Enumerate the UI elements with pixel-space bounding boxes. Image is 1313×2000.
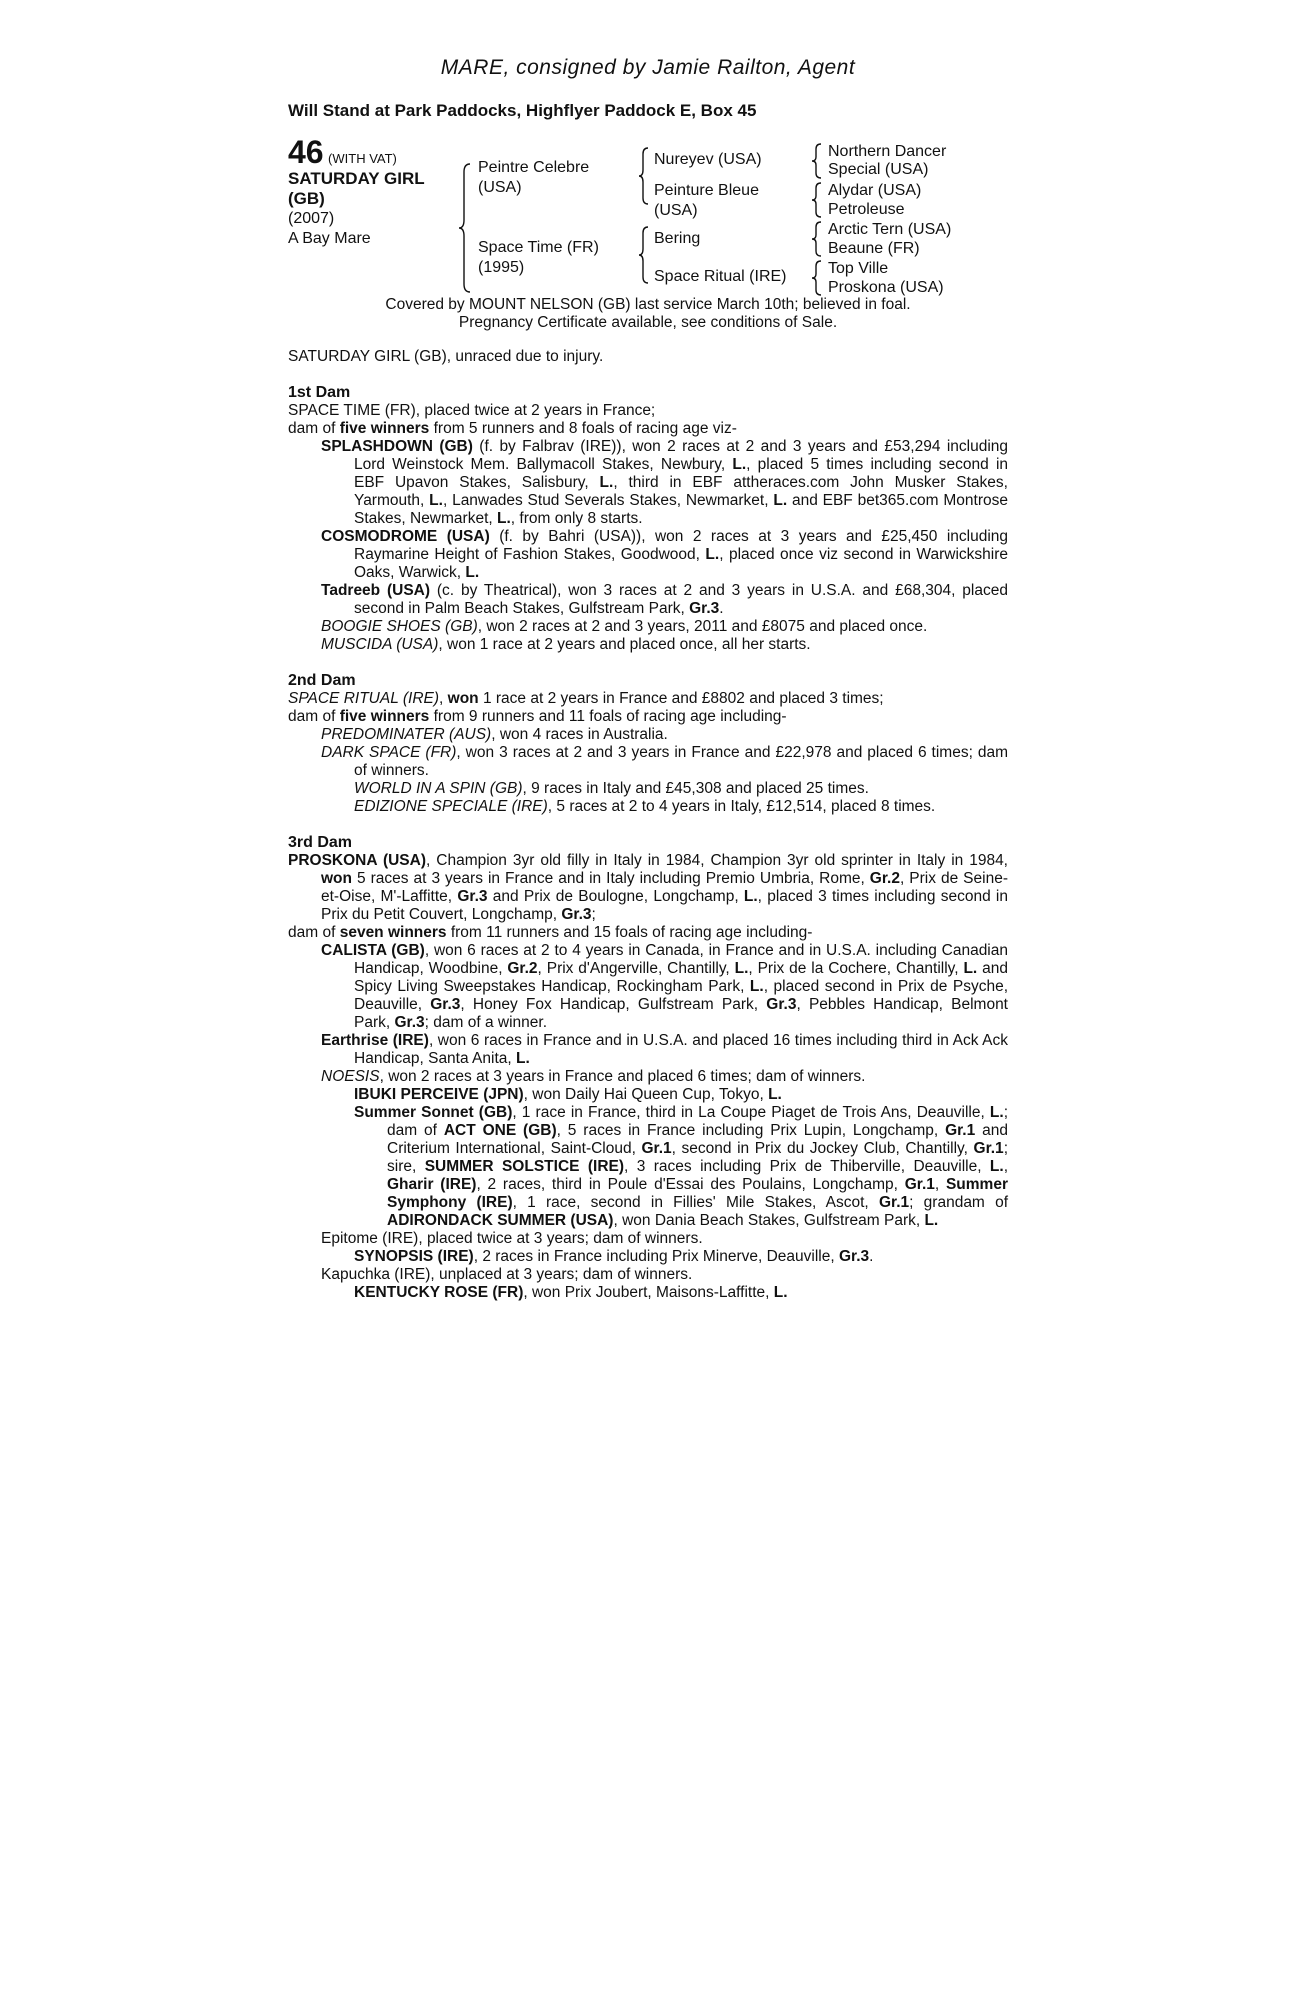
catalogue-body [288, 348, 1008, 1302]
gg-6: Beaune (FR) [828, 240, 920, 257]
pedigree-entry: dam of seven winners from 11 runners and 15 foals of racing age including- [288, 924, 813, 941]
dam-dam: Space Ritual (IRE) [654, 268, 787, 285]
gg-2: Special (USA) [828, 161, 929, 178]
horse-name: SATURDAY GIRL [288, 169, 425, 188]
section-heading: 2nd Dam [288, 672, 356, 689]
pedigree-entry: SPACE RITUAL (IRE), won 1 race at 2 years in France and £8802 and placed 3 times; [288, 690, 884, 707]
sire-dam [654, 181, 759, 221]
sire-country: (USA) [478, 179, 522, 196]
pedigree-entry: Summer Sonnet (GB), 1 race in France, third in La Coupe Piaget de Trois Ans, Deauville, L.; dam of ACT ONE (GB), 5 races in France including Prix Lupin, Longchamp, Gr.1 and Criterium International, Saint-Cloud, Gr.1, second in Prix du Jockey Club, Chantilly, Gr.1; sire, SUMMER SOLSTICE (IRE), 3 races including Prix de Thiberville, Deauville, L., Gharir (IRE), 2 races, third in Poule d'Essai des Poulains, Longchamp, Gr.1, Summer Symphony (IRE), 1 race, second in Fillies' Mile Stakes, Ascot, Gr.1; grandam of ADIRONDACK SUMMER (USA), won Dania Beach Stakes, Gulfstream Park, L. [354, 1104, 1009, 1229]
pedigree-table [288, 134, 1008, 297]
pedigree-entry: SYNOPSIS (IRE), 2 races in France including Prix Minerve, Deauville, Gr.3. [354, 1248, 874, 1265]
section-heading: 3rd Dam [288, 834, 353, 851]
pedigree-entry: dam of five winners from 9 runners and 11 foals of racing age including- [288, 708, 787, 725]
sire-sire: Nureyev (USA) [654, 151, 762, 168]
sire [478, 158, 589, 198]
pedigree-entry: KENTUCKY ROSE (FR), won Prix Joubert, Maisons-Laffitte, L. [354, 1284, 788, 1301]
section-gap [288, 654, 1008, 672]
dam-name: Space Time (FR) [478, 239, 599, 256]
pedigree-entry: SPLASHDOWN (GB) (f. by Falbrav (IRE)), won 2 races at 2 and 3 years and £53,294 including Lord Weinstock Mem. Ballymacoll Stakes, Newbury, L., placed 5 times including second in EBF Upavon Stakes, Salisbury, L., third in EBF attheraces.com John Musker Stakes, Yarmouth, L., Lanwades Stud Severals Stakes, Newmarket, L. and EBF bet365.com Montrose Stakes, Newmarket, L., from only 8 starts. [321, 438, 1009, 527]
stand-location: Will Stand at Park Paddocks, Highflyer Paddock E, Box 45 [288, 101, 757, 120]
pedigree-entry: DARK SPACE (FR), won 3 races at 2 and 3 years in France and £22,978 and placed 6 times; dam of winners. [321, 744, 1009, 779]
gg-8: Proskona (USA) [828, 279, 944, 296]
pedigree-entry: NOESIS, won 2 races at 3 years in France and placed 6 times; dam of winners. [321, 1068, 866, 1085]
pedigree-entry: BOOGIE SHOES (GB), won 2 races at 2 and 3 years, 2011 and £8075 and placed once. [321, 618, 928, 635]
pedigree-entry: PROSKONA (USA), Champion 3yr old filly in Italy in 1984, Champion 3yr old sprinter in Italy in 1984, won 5 races at 3 years in France and in Italy including Premio Umbria, Rome, Gr.2, Prix de Seine-et-Oise, M'-Laffitte, Gr.3 and Prix de Boulogne, Longchamp, L., placed 3 times including second in Prix du Petit Couvert, Longchamp, Gr.3; [288, 852, 1008, 923]
pedigree-entry: WORLD IN A SPIN (GB), 9 races in Italy and £45,308 and placed 25 times. [354, 780, 869, 797]
dam-sire: Bering [654, 230, 701, 247]
pedigree-entry: CALISTA (GB), won 6 races at 2 to 4 years in Canada, in France and in U.S.A. including Canadian Handicap, Woodbine, Gr.2, Prix d'Angerville, Chantilly, L., Prix de la Cochere, Chantilly, L. and Spicy Living Sweepstakes Handicap, Rockingham Park, L., placed second in Prix de Psyche, Deauville, Gr.3, Honey Fox Handicap, Gulfstream Park, Gr.3, Pebbles Handicap, Belmont Park, Gr.3; dam of a winner. [321, 942, 1008, 1031]
covered-note [288, 296, 1008, 332]
pedigree-entry: EDIZIONE SPECIALE (IRE), 5 races at 2 to 4 years in Italy, £12,514, placed 8 times. [354, 798, 936, 815]
pedigree-brace [458, 162, 472, 294]
sire-dam-country: (USA) [654, 202, 698, 219]
horse-description: A Bay Mare [288, 230, 371, 247]
lot-number: 46 [288, 134, 324, 170]
horse-country: (GB) [288, 189, 325, 208]
certificate-line: Pregnancy Certificate available, see conditions of Sale. [458, 314, 838, 331]
pedigree-entry: Kapuchka (IRE), unplaced at 3 years; dam of winners. [321, 1266, 693, 1283]
gg-4: Petroleuse [828, 201, 905, 218]
gg-3: Alydar (USA) [828, 182, 922, 199]
dam-year: (1995) [478, 259, 525, 276]
lot-vat: (WITH VAT) [328, 151, 397, 166]
gg-1: Northern Dancer [828, 143, 947, 160]
gg-7: Top Ville [828, 260, 889, 277]
pedigree-entry: Earthrise (IRE), won 6 races in France and in U.S.A. and placed 16 times including third in Ack Ack Handicap, Santa Anita, L. [321, 1032, 1009, 1067]
lot-block [288, 134, 463, 249]
gg-5: Arctic Tern (USA) [828, 221, 952, 238]
dam-brace [638, 225, 650, 285]
gg-brace-2 [811, 181, 823, 219]
pedigree-entry: IBUKI PERCEIVE (JPN), won Daily Hai Queen Cup, Tokyo, L. [354, 1086, 782, 1103]
dam-sections [288, 366, 1008, 1302]
covered-line: Covered by MOUNT NELSON (GB) last service March 10th; believed in foal. [385, 296, 911, 313]
pedigree-entry: dam of five winners from 5 runners and 8 foals of racing age viz- [288, 420, 737, 437]
pedigree-entry: SPACE TIME (FR), placed twice at 2 years in France; [288, 402, 656, 419]
sire-dam-name: Peinture Bleue [654, 182, 759, 199]
gg-brace-1 [811, 142, 823, 180]
pedigree-entry: MUSCIDA (USA), won 1 race at 2 years and placed once, all her starts. [321, 636, 811, 653]
gg-brace-4 [811, 259, 823, 297]
gg-brace-3 [811, 220, 823, 258]
dam [478, 238, 599, 278]
section-gap [288, 816, 1008, 834]
sire-brace [638, 146, 650, 206]
intro-line: SATURDAY GIRL (GB), unraced due to injury. [288, 348, 604, 365]
pedigree-entry: PREDOMINATER (AUS), won 4 races in Australia. [321, 726, 668, 743]
pedigree-entry: Tadreeb (USA) (c. by Theatrical), won 3 races at 2 and 3 years in U.S.A. and £68,304, placed second in Palm Beach Stakes, Gulfstream Park, Gr.3. [321, 582, 1008, 617]
foaling-year: (2007) [288, 210, 335, 227]
consignor-line: MARE, consigned by Jamie Railton, Agent [440, 56, 856, 79]
section-heading: 1st Dam [288, 384, 351, 401]
pedigree-entry: COSMODROME (USA) (f. by Bahri (USA)), won 2 races at 3 years and £25,450 including Raymarine Height of Fashion Stakes, Goodwood, L., placed once viz second in Warwickshire Oaks, Warwick, L. [321, 528, 1009, 581]
pedigree-entry: Epitome (IRE), placed twice at 3 years; dam of winners. [321, 1230, 703, 1247]
section-gap [288, 366, 1008, 384]
sire-name: Peintre Celebre [478, 159, 590, 176]
